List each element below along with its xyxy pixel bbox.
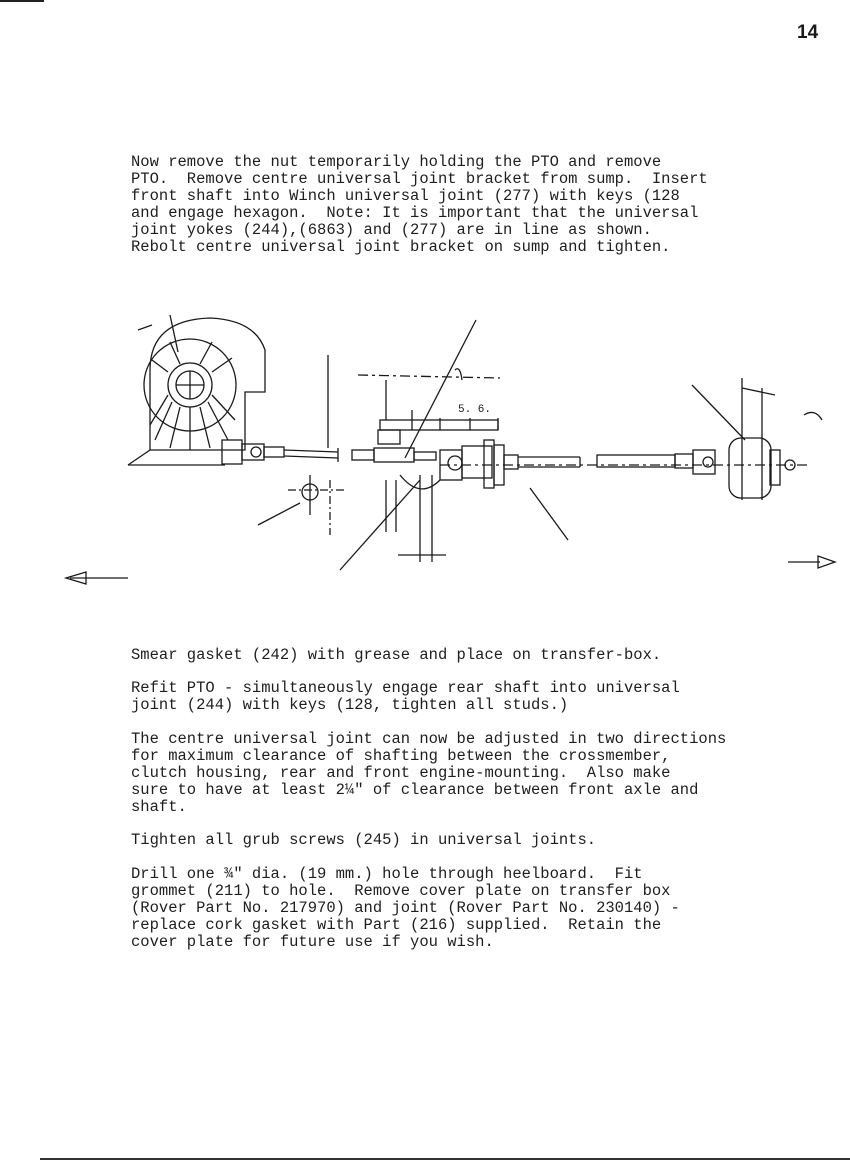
drill-paragraph: Drill one ¾" dia. (19 mm.) hole through heelboard. Fit grommet (211) to hole. Remove cover plate on transfer box (Rover Part No. 217970) and joint (Rover Part No. 230140) - replace cork gasket with Part (216) supplied. Retain the cover plate for future use if you wish. bbox=[131, 865, 680, 951]
gasket-paragraph: Smear gasket (242) with grease and place on transfer-box. bbox=[131, 646, 662, 664]
direction-arrows bbox=[66, 556, 835, 584]
adjust-paragraph: The centre universal joint can now be adjusted in two directions for maximum clearance of shafting between the crossmember, clutch housing, rear and front engine-mounting. Also make sure to have at least 2¼" of clearance between front axle and shaft. bbox=[131, 730, 727, 816]
refit-paragraph: Refit PTO - simultaneously engage rear shaft into universal joint (244) with keys (128, tighten all studs.) bbox=[131, 679, 680, 714]
intro-paragraph: Now remove the nut temporarily holding the PTO and remove PTO. Remove centre universal joint bracket from sump. Insert front shaft into Winch universal joint (277) with keys (128 and engage hexagon. Note: It is important that the universal joint yokes (244),(6863) and (277) are in line as shown. Rebolt centre universal joint bracket on sump and tighten. bbox=[131, 153, 708, 256]
bracket-assembly bbox=[258, 355, 500, 562]
leader-lines bbox=[340, 320, 745, 570]
part-label: 5. 6. bbox=[458, 404, 492, 416]
page-number: 14 bbox=[797, 22, 819, 43]
grub-paragraph: Tighten all grub screws (245) in universal joints. bbox=[131, 831, 597, 849]
winch-drum bbox=[128, 315, 265, 465]
driveshaft-diagram bbox=[0, 300, 850, 620]
top-edge-rule bbox=[0, 0, 44, 2]
bottom-edge-rule bbox=[40, 1158, 850, 1160]
front-axle bbox=[729, 378, 822, 500]
